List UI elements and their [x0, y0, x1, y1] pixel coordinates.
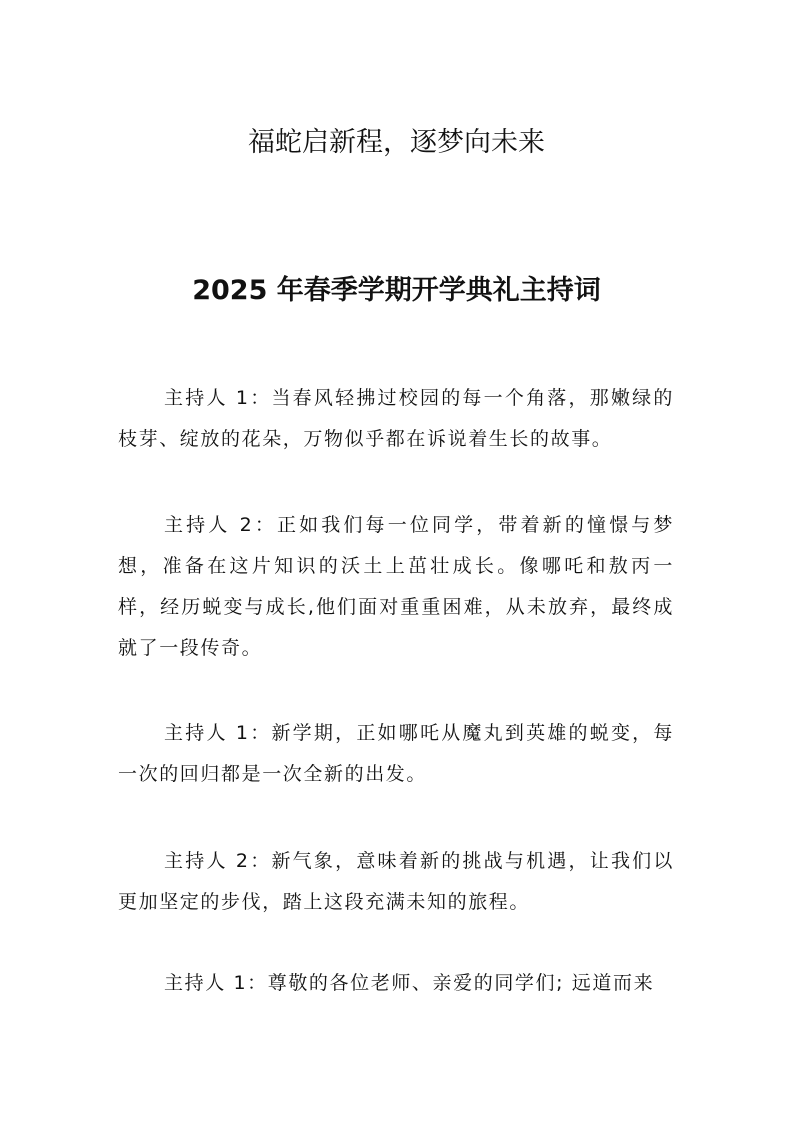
speaker-label: 主持人 2：: [164, 850, 272, 872]
speaker-label: 主持人 1：: [164, 387, 272, 409]
paragraph-text: 尊敬的各位老师、亲爱的同学们; 远道而来: [267, 972, 655, 994]
document-subtitle: 2025 年春季学期开学典礼主持词: [192, 275, 601, 306]
speaker-label: 主持人 1：: [164, 722, 272, 744]
paragraph: [118, 378, 674, 460]
paragraph-text: 新学期，正如哪吒从魔丸到英雄的蜕变，每一次的回归都是一次全新的出发。: [118, 722, 674, 785]
document-title: 福蛇启新程，逐梦向未来: [248, 127, 545, 158]
paragraph-text: 当春风轻拂过校园的每一个角落，那嫩绿的枝芽、绽放的花朵，万物似乎都在诉说着生长的故事。: [118, 387, 674, 450]
paragraph: [118, 841, 674, 923]
paragraph: [118, 963, 674, 1004]
paragraph-text: 新气象，意味着新的挑战与机遇，让我们以更加坚定的步伐，踏上这段充满未知的旅程。: [118, 850, 674, 913]
paragraph-text: 正如我们每一位同学，带着新的憧憬与梦想，准备在这片知识的沃土上茁壮成长。像哪吒和敖丙一样，经历蜕变与成长,他们面对重重困难，从未放弃，最终成就了一段传奇。: [118, 514, 674, 659]
speaker-label: 主持人 1：: [164, 972, 268, 994]
speaker-label: 主持人 2：: [164, 514, 277, 536]
paragraph: [118, 713, 674, 795]
paragraph: [118, 505, 674, 669]
